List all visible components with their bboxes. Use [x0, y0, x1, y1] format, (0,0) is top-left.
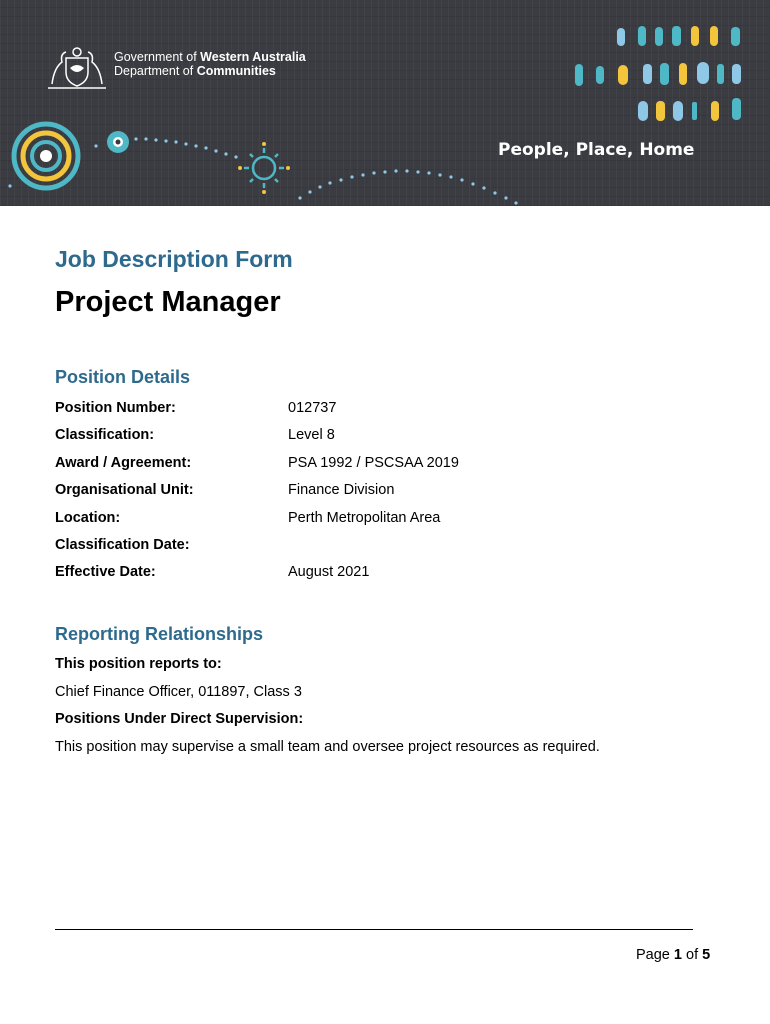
org-line1-bold: Western Australia [200, 50, 306, 64]
field-label: Location: [55, 510, 121, 526]
header-banner [0, 0, 770, 206]
dash-marks [575, 26, 741, 121]
field-value: Finance Division [288, 482, 395, 498]
reporting-heading: Reporting Relationships [55, 624, 264, 644]
reports-to-label: This position reports to: [55, 656, 222, 672]
page-word: Page [636, 947, 670, 963]
field-value: 012737 [288, 400, 337, 416]
page-number [636, 947, 710, 963]
field-label: Position Number: [55, 400, 176, 416]
page-total: 5 [702, 947, 711, 963]
sun-icon [244, 148, 284, 188]
field-value: Perth Metropolitan Area [288, 510, 441, 526]
field-label: Award / Agreement: [55, 455, 192, 471]
coat-of-arms-icon [44, 44, 110, 92]
org-line2-bold: Communities [196, 64, 276, 78]
field-label: Effective Date: [55, 564, 156, 580]
government-logo-text [114, 50, 306, 78]
field-label: Classification Date: [55, 537, 190, 553]
supervision-value: This position may supervise a small team and oversee project resources as required. [55, 739, 600, 755]
field-row [55, 455, 715, 475]
field-label: Organisational Unit: [55, 482, 194, 498]
field-row [55, 427, 715, 447]
field-value: Level 8 [288, 427, 335, 443]
field-row [55, 564, 715, 584]
field-row [55, 400, 715, 420]
document-type: Job Description Form [55, 246, 293, 272]
org-line2-prefix: Department of [114, 64, 194, 78]
field-value: August 2021 [288, 564, 370, 580]
field-row [55, 510, 715, 530]
aboriginal-art-decoration [0, 0, 770, 206]
waterhole-icon [107, 131, 129, 153]
tagline: People, Place, Home [498, 140, 695, 160]
field-row [55, 537, 715, 557]
position-details-heading: Position Details [55, 367, 191, 387]
org-line1-prefix: Government of [114, 50, 197, 64]
dotted-track [8, 137, 517, 204]
field-row [55, 482, 715, 502]
of-word: of [686, 947, 699, 963]
footer-divider [55, 929, 693, 930]
field-value: PSA 1992 / PSCSAA 2019 [288, 455, 459, 471]
document-title: Project Manager [55, 286, 281, 318]
field-label: Classification: [55, 427, 155, 443]
page-current: 1 [673, 947, 682, 963]
supervision-label: Positions Under Direct Supervision: [55, 711, 304, 727]
reports-to-value: Chief Finance Officer, 011897, Class 3 [55, 684, 302, 700]
concentric-circle-icon [14, 124, 78, 188]
